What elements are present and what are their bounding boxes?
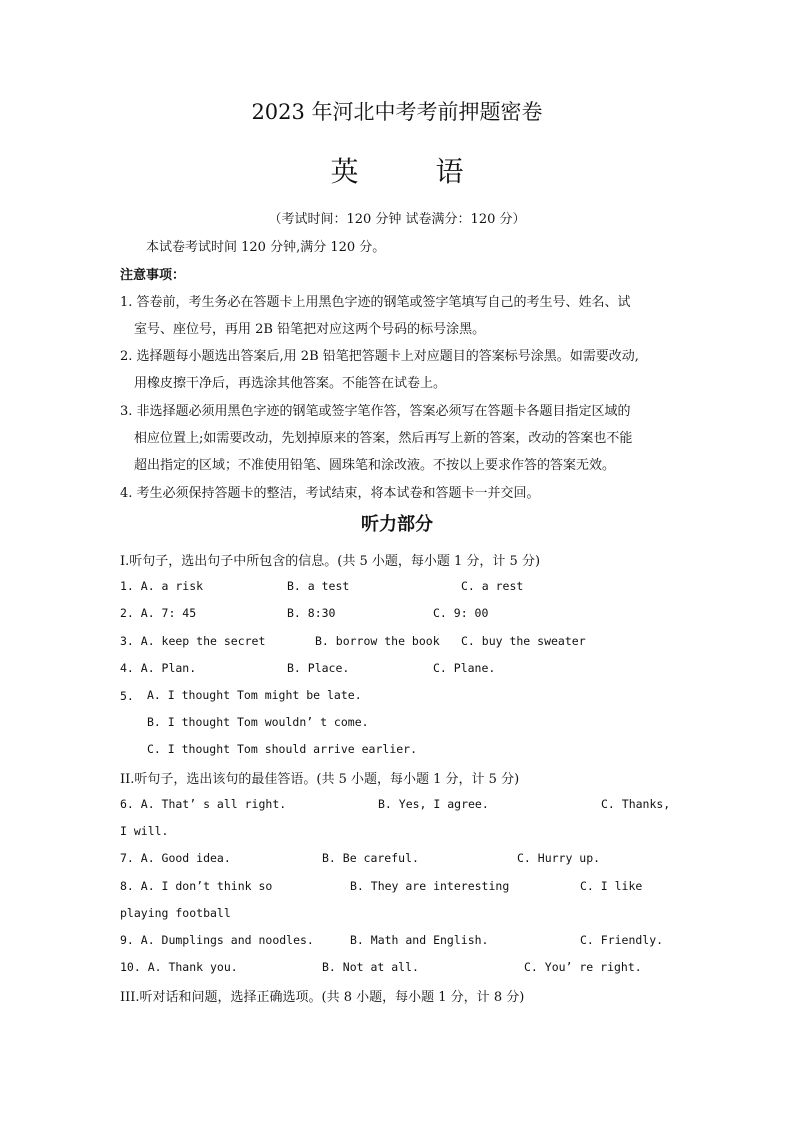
q2-option-c: C. 9: 00: [433, 606, 489, 620]
q1-option-a: 1. A. a risk: [120, 579, 204, 593]
q5-option-b: B. I thought Tom wouldn’ t come.: [147, 715, 369, 729]
q6-option-c-continued: I will.: [120, 824, 169, 838]
exam-info: （考试时间：120 分钟 试卷满分：120 分）: [268, 212, 526, 227]
subject-title: 英 语: [330, 155, 498, 188]
q6-option-b: B. Yes, I agree.: [378, 797, 489, 811]
q5-number: 5.: [120, 689, 134, 703]
notes-heading: 注意事项：: [120, 268, 186, 283]
q8-option-c: C. I like: [580, 879, 643, 893]
part-3-instruction: III.听对话和问题，选择正确选项。(共 8 小题，每小题 1 分，计 8 分): [120, 990, 525, 1005]
q6-option-c: C. Thanks,: [601, 797, 671, 811]
q1-option-b: B. a test: [287, 579, 350, 593]
note-1-line-1: 1. 答卷前，考生务必在答题卡上用黑色字迹的钢笔或签字笔填写自己的考生号、姓名、试: [120, 295, 631, 310]
q4-option-c: C. Plane.: [433, 661, 496, 675]
q5-option-c: C. I thought Tom should arrive earlier.: [147, 742, 418, 756]
q7-option-a: 7. A. Good idea.: [120, 851, 231, 865]
q3-option-a: 3. A. keep the secret: [120, 634, 266, 648]
q9-option-b: B. Math and English.: [350, 933, 489, 947]
q8-option-c-continued: playing football: [120, 906, 231, 920]
intro-text: 本试卷考试时间 120 分钟,满分 120 分。: [146, 240, 386, 255]
note-1-line-2: 室号、座位号，再用 2B 铅笔把对应这两个号码的标号涂黑。: [134, 322, 486, 337]
q9-option-c: C. Friendly.: [580, 933, 664, 947]
q2-option-a: 2. A. 7: 45: [120, 606, 197, 620]
q8-option-b: B. They are interesting: [350, 879, 510, 893]
q4-option-a: 4. A. Plan.: [120, 661, 197, 675]
note-2-line-2: 用橡皮擦干净后，再选涂其他答案。不能答在试卷上。: [134, 376, 447, 391]
note-3-line-3: 超出指定的区域；不准使用铅笔、圆珠笔和涂改液。不按以上要求作答的答案无效。: [134, 458, 616, 473]
q9-option-a: 9. A. Dumplings and noodles.: [120, 933, 314, 947]
q1-option-c: C. a rest: [461, 579, 524, 593]
q8-option-a: 8. A. I don’t think so: [120, 879, 273, 893]
q7-option-c: C. Hurry up.: [517, 851, 601, 865]
q3-option-b: B. borrow the book: [315, 634, 440, 648]
q5-option-a: A. I thought Tom might be late.: [147, 688, 362, 702]
q10-option-b: B. Not at all.: [322, 960, 419, 974]
note-4-line-1: 4. 考生必须保持答题卡的整洁，考试结束，将本试卷和答题卡一并交回。: [120, 486, 540, 501]
q4-option-b: B. Place.: [287, 661, 350, 675]
exam-title: 2023 年河北中考考前押题密卷: [251, 100, 543, 124]
q3-option-c: C. buy the sweater: [461, 634, 586, 648]
q7-option-b: B. Be careful.: [322, 851, 419, 865]
part-1-instruction: I.听句子，选出句子中所包含的信息。(共 5 小题，每小题 1 分，计 5 分): [120, 554, 541, 569]
q2-option-b: B. 8:30: [287, 606, 336, 620]
note-3-line-2: 相应位置上;如需要改动，先划掉原来的答案，然后再写上新的答案，改动的答案也不能: [134, 431, 633, 446]
section-title: 听力部分: [361, 514, 433, 535]
q10-option-a: 10. A. Thank you.: [120, 960, 238, 974]
part-2-instruction: II.听句子，选出该句的最佳答语。(共 5 小题，每小题 1 分，计 5 分): [120, 772, 520, 787]
note-2-line-1: 2. 选择题每小题选出答案后,用 2B 铅笔把答题卡上对应题目的答案标号涂黑。如需要改动,: [120, 349, 639, 364]
q10-option-c: C. You’ re right.: [524, 960, 642, 974]
q6-option-a: 6. A. That’ s all right.: [120, 797, 287, 811]
note-3-line-1: 3. 非选择题必须用黑色字迹的钢笔或签字笔作答，答案必须写在答题卡各题目指定区域的: [120, 404, 631, 419]
